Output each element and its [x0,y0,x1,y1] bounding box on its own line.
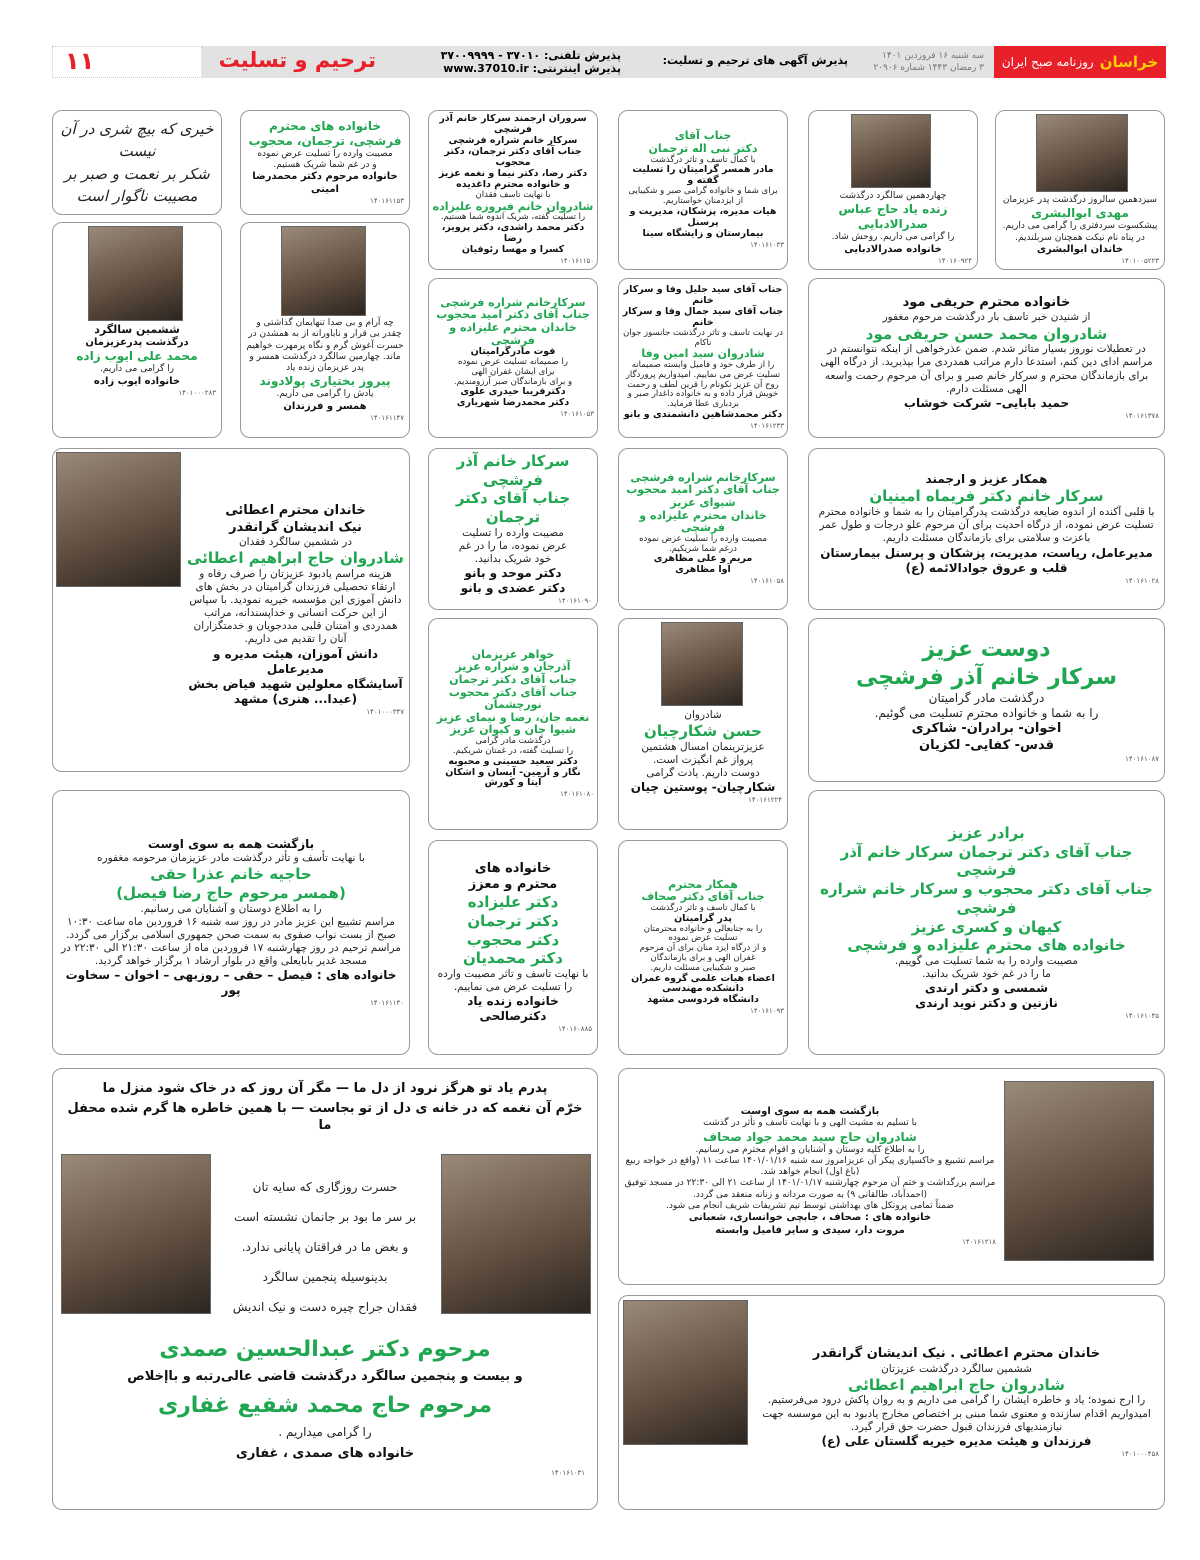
deceased-name: جناب آقای دکتر ترجمان [449,672,577,686]
deceased-name: دوست عزیز [922,637,1051,663]
condolence-notice [428,278,598,438]
date-line: سه شنبه ۱۶ فروردین ۱۴۰۱ [882,51,984,61]
deceased-name: (همسر مرحوم حاج رضا فیصل) [116,883,346,902]
signatory: مدیرعامل، ریاست، مدیریت، پزشکان و پرسنل بیمارستان قلب و عروق جوادالائمه (ع) [820,545,1153,575]
deceased-name: جناب آقای [674,129,732,143]
signatory: خانواده صدرالادبایی [844,243,942,255]
signatory: بازگشت همه به سوی اوست [147,836,315,851]
ad-code: ۱۴۰۱۶۱۰۹۰ [558,597,592,606]
notice-text: صبر و شکیبایی مسئلت داریم. [650,962,756,973]
ad-code: ۱۴۰۱۰۰۰۲۸۳ [178,389,216,397]
deceased-name: مرحوم دکتر عبدالحسین صمدی [159,1336,491,1362]
notice-text: را تسلیت گفته، در غمتان شریکیم. [452,745,574,756]
condolence-notice [52,222,222,438]
notice-text: را صمیمانه تسلیت عرض نموده [457,357,569,368]
condolence-notice [52,790,410,1055]
deceased-name: حاجیه خانم عذرا حقی [150,865,312,883]
notice-text: بر سر ما بود بر جانمان نشسته است [233,1209,417,1224]
notice-text: محترم و معزز [468,876,558,892]
notice-text: در نهایت تاسف و تاثر درگذشت جانسوز جوان ناکام [623,327,783,348]
brand-name: خراسان [1099,53,1159,71]
notice-text: مراسم بزرگداشت و ختم آن مرحوم چهارشنبه ۱۴۰۱/۰۱/۱۷ از ساعت ۲۱ الی ۲۲:۳۰ در مسجد توفیق (احمدآباد، طالقانی ۹) به صورت مردانه و زنانه منعقد می گردد. [624,1178,996,1200]
condolence-notice [618,840,788,1055]
signatory: آوا مظاهری [675,564,731,576]
notice-text: چه آرام و بی صدا تنهایمان گذاشتی و چقدر بی قرار و ناباورانه از به همشدن در حسرت آغوش گرم و نگاه پرمهرت خواهیم ماند. چهارمین سالگرد درگذشت همسر و پدر عزیزمان زنده یاد [246,318,404,373]
web-line[interactable]: پذیرش اینترنتی: www.37010.ir [443,62,621,75]
notice-text: را گرامی میداریم . [278,1425,372,1439]
ad-code: ۱۴۰۱۶۱۰۵۳ [560,410,594,419]
notice-text: را گرامی می داریم. [99,364,175,375]
notice-text: و از درگاه ایزد منان برای آن مرحوم [639,943,767,954]
notice-text: و بغض ما در فراقتان پایانی ندارد. [241,1239,409,1254]
notice-text: را به شما و خانواده محترم تسلیت می گوئیم. [874,706,1099,721]
signatory: شکارچیان- پوستین چیان [630,780,776,795]
condolence-notice [618,110,788,270]
notice-text: از شنیدن خبر تاسف بار درگذشت مرحوم مغفور [882,311,1091,324]
signatory: جناب آقای دکتر ترجمان، دکتر محجوب [444,146,582,168]
notice-text: را به اطلاع دوستان و آشنایان می رسانیم. [140,902,322,915]
notice-text: ضمناً تمامی پروتکل های بهداشتی توسط تیم تشریفات شریف انجام می شود. [666,1200,954,1211]
notice-text: درغم شما شریکیم. [669,543,737,554]
signatory: نازنین و دکتر نوید ارندی [915,996,1058,1011]
deceased-name: جناب آقای دکتر امید محجوب [626,483,780,497]
notice-text: با نهایت تأسف و تأثر درگذشت مادر عزیزمان مرحومه مغفوره [97,851,365,864]
notice-text: خانواده محترم حریفی مود [902,295,1071,311]
condolence-notice [618,278,788,438]
signatory: درگذشت پدرعزیزمان [85,336,189,348]
notice-text: ششمین سالگرد درگذشت عزیزتان [881,1362,1032,1375]
signatory: دکتر سعید حسینی و محبوبه [448,755,578,767]
notice-text: مراسم تشییع این عزیز مادر در روز سه شنبه ۱۶ فروردین ماه ساعت ۱۰:۳۰ صبح از بست نواب صفوی به سمت صحن جمهوری اسلامی برگزار می گردد. [66,915,396,941]
condolence-notice [618,1068,1165,1285]
ad-code: ۱۴۰۱۶۱۰۸۷ [1125,754,1159,763]
condolence-notice [618,618,788,830]
notice-text: پرواز غم انگیزت است. [652,754,754,766]
ad-code: ۱۴۰۱۶۱۰۴۳ [750,240,784,249]
ad-code: ۱۴۰۱۶۱۲۲۴ [748,796,782,805]
signatory: دکترفریبا حیدری علوی [460,386,566,398]
condolence-notice [52,1068,598,1510]
condolence-notice [808,790,1165,1055]
condolence-notice [240,110,410,215]
signatory: قدس- کفایی- لکزیان [918,737,1055,753]
portrait-photo [61,1154,211,1314]
signatory: خانواده های صمدی ، غفاری [235,1446,415,1461]
ad-code: ۱۴۰۱۶۱۱۵۰ [560,256,594,265]
condolence-notice [808,110,978,270]
signatory: خرّم آن نغمه که در خانه ی دل از تو بجاست — با همین خاطره ها گرم شده محفل ما [67,1101,583,1133]
notice-text: مصیبت وارده را تسلیت [462,526,564,539]
notice-text: برای شما و خانواده گرامی صبر و شکیبایی [628,186,778,197]
signatory: سرکار خانم شراره فرشچی [448,135,578,147]
signatory: اخوان- برادران- شاکری [911,721,1062,737]
deceased-name: جناب آقای دکتر محجوب [448,685,578,699]
signatory: خانواده های : فیصل – حقی – روزبهی – اخوان – سخاوت پور [65,968,397,998]
deceased-name: خاندان محترم علیزاده و فرشچی [449,320,577,347]
notice-text: با کمال تاسف و تاثر درگذشت [650,903,756,913]
signatory: بازگشت همه به سوی اوست [740,1105,880,1117]
section-title: ترحیم و تسلیت [218,48,376,72]
deceased-name: شیوا جان و کیوان عزیز [450,723,576,737]
brand-subtitle: روزنامه صبح ایران [1001,55,1094,69]
notice-text: ما را در غم خود شریک بدانید. [922,968,1051,981]
notice-text: با قلبی آکنده از اندوه ضایعه درگذشت پدرگرامیتان را به شما و خانواده محترم تسلیت عرض نموده، از درگاه احدیت برای آن مرحوم علو درجات و طول عمر باعزت و سلامتی برای بازماندگان مسئلت داریم. [818,506,1155,545]
condolence-notice [428,618,598,830]
portrait-photo [1004,1081,1154,1261]
ad-code: ۱۴۰۱۶۱۰۵۸ [750,577,784,586]
portrait-photo [56,452,181,587]
deceased-name: شادروان سید امین وفا [641,347,765,361]
notice-text: مراسم ترحیم در روز چهارشنبه ۱۷ فروردین ماه از ساعت ۲۱:۳۰ الی ۲۲:۳۰ در مسجد غدیر بابایعلی واقع در بلوار ارشاد ۱ برگزار خواهد گردید. [61,941,401,967]
deceased-name: کیهان و کسری عزیز [911,917,1062,936]
portrait-photo [88,226,183,321]
deceased-name: جناب آقای دکتر ترجمان [455,489,571,527]
notice-text: چهاردهمین سالگرد درگذشت [839,191,947,201]
signatory: دانش آموزان، هیئت مدیره و مدیرعامل [212,646,379,676]
signatory: دانشکده مهندسی [662,983,744,995]
notice-text: حسرت روزگاری که سایه تان [252,1179,398,1194]
notice-text: در تعطیلات نوروز بسیار متاثر شدم. ضمن عذرخواهی از اینکه نتوانستم در مراسم ادای دین کنم، استدعا دارم مراتب همدردی مرا بپذیرید. از درگاه الهی برای بازماندگان محترم و سرکار خانم صبر و برای آن مرحوم رحمت واسعه الهی مسئلت دارم. [820,343,1153,395]
deceased-name: آذرجان و شراره عزیز [455,660,571,674]
notice-text: غفران الهی و برای بازماندگان [650,952,756,963]
portrait-photo [441,1154,591,1314]
notice-text: را تسلیت گفته، شریک اندوه شما هستیم. [440,212,586,223]
signatory: شمسی و دکتر ارندی [924,981,1049,996]
deceased-name: دکتر علیزاده [467,893,559,912]
ad-code: ۱۴۰۱۶۱۲۳۳ [750,421,784,430]
condolence-notice [995,110,1165,270]
notice-text: پیشکسوت سردفتری را گرامی می داریم. [1002,221,1158,232]
signatory: سروران ارجمند سرکار خانم آذر فرشچی [439,113,587,136]
notice-text: خیری که بیچ شری در آن نیست [60,119,214,160]
notice-text: را گرامی می داریم. روحش شاد. [831,232,955,243]
signatory: همکار عزیز و ارجمند [925,472,1048,487]
signatory: کسرا و مهسا رئوفیان [461,243,565,255]
portrait-photo [281,226,366,316]
notice-text: با کمال تاسف و تاثر درگذشت [650,154,756,165]
signatory: بیمارستان و زایشگاه سینا [642,227,764,239]
condolence-notice [52,110,222,215]
notice-text: تسلیت عرض نموده [668,933,738,944]
portrait-photo [1036,114,1128,192]
notice-text: فقدان جراح چیره دست و نیک اندیش [232,1299,418,1314]
page-header [52,46,1166,78]
notice-text: با نهایت تاسف فقدان [475,189,551,200]
ad-code: ۱۴۰۱۶۰۹۲۴ [938,257,972,265]
notice-text: خانواده های [474,860,552,876]
notice-text: ششمین سالگرد [94,323,180,336]
deceased-name: خواهر عزیزمان [471,647,555,661]
notice-text: درگذشت مادر گرامی [475,736,551,747]
portrait-photo [623,1300,748,1445]
signatory: نگار و آرمین- آیسان و اشکان [445,766,581,778]
page-number: ۱۱ [52,46,202,78]
notice-text: خاندان محترم اعطائی . نیک اندیشان گرانقدر [812,1346,1101,1362]
notice-text: نیک اندیشان گرانقدر [229,519,362,535]
condolence-notice [428,110,598,270]
ad-code: ۱۴۰۱۶۱۱۴۰ [370,999,404,1008]
deceased-name: جناب آقای دکتر صحاف [641,890,765,904]
signatory: خانواده مرحوم دکتر محمدرضا امینی [252,171,398,195]
signatory: خاندان ابوالبشری [1036,243,1124,255]
notice-text: درگذشت مادر گرامیتان [928,691,1045,706]
deceased-name: سرکار خانم آذر فرشچی [456,451,570,489]
notice-text: را از طرف خود و فامیل وابسته صمیمانه تسلیت عرض می نماییم. امیدواریم پروردگار روح آن عزیز نکونام را قرین لطف و رحمت خویش قرار داده و به خانواده داغدار صبر و بردباری عطا فرماید. [625,360,781,410]
condolence-notice [428,448,598,610]
signatory: پدرم یاد تو هرگز نرود از دل ما — مگر آن روز که در خاک شود منزل ما [102,1081,548,1096]
deceased-name: جناب آقای دکتر ترجمان سرکار خانم آذر فرشچی [840,842,1133,880]
deceased-name: دکتر محمدیان [463,949,563,968]
ad-contact [396,49,621,75]
notice-text: عزیزترینمان امسال هشتمین [641,740,765,753]
deceased-name: سرکار خانم دکتر فریماه امینیان [869,487,1104,506]
newspaper-logo [994,46,1166,78]
condolence-notice [52,448,410,772]
notice-text: دوست داریم. یادت گرامی [646,767,760,780]
notice-text: و برای بازماندگان صبر آرزومندیم. [453,376,573,387]
deceased-name: جناب آقای دکتر محجوب و سرکار خانم شراره فرشچی [820,880,1153,917]
notice-text: را به جنابعالی و خانواده محترمتان [643,923,763,934]
notice-text: را ارج نموده؛ یاد و خاطره ایشان را گرامی می داریم و به روان پاکش درود می‌فرستیم. [767,1394,1146,1407]
ad-reception-label: پذیرش آگهی های ترحیم و تسلیت: [662,54,848,67]
deceased-name: شیوای عزیز [670,495,736,509]
deceased-name: شادروان خانم فیروزه علیزاده [432,199,594,213]
ad-code: ۱۴۰۱۶۱۲۱۸ [962,1238,996,1247]
notice-text: در پناه نام نیکت همچنان سربلندیم. [1015,232,1145,243]
signatory: مادر همسر گرامیتان را تسلیت گفته و [632,164,774,187]
signatory: حمید بابایی– شرکت خوشاب [903,395,1070,410]
deceased-name: فرشچی، ترجمان، محجوب [248,133,402,148]
ad-code: ۱۴۰۱۰۰۵۲۲۳ [1121,257,1159,266]
signatory: خانواده ایوب زاده [93,375,181,387]
condolence-notice [808,448,1165,610]
ad-code: ۱۴۰۱۶۱۰۲۸ [1125,576,1159,585]
signatory: مریم و علی مظاهری [653,553,753,565]
deceased-name: برادر عزیز [948,823,1025,842]
notice-text: و در غم شما شریک هستیم. [273,160,377,170]
notice-text: با تسلیم به مشیت الهی و با نهایت تأسف و تأثر در گذشت [703,1118,917,1129]
notice-text: مصیبت وارده را به شما تسلیت می گوییم. [894,955,1079,967]
deceased-name: شادروان حاج سید محمد جواد صحاف [703,1129,917,1144]
signatory: دکتر محمدرضا شهریاری [456,397,570,409]
condolence-notice [428,840,598,1055]
deceased-name: دکتر محجوب [466,930,560,949]
signatory: دکتر عضدی و بانو [460,581,566,596]
deceased-name: نورچشمان [484,698,542,712]
deceased-name: همکار محترم [668,877,738,891]
signatory: فرزندان و هیئت مدیره خیریه گلستان علی (ع) [821,1433,1092,1448]
signatory: دکتر محمد راشدی، دکتر پرویز، رضا [441,221,585,244]
signatory: خانواده زنده یاد دکترصالحی [467,994,559,1024]
notice-text: برای ایشان غفران الهی [471,366,555,377]
deceased-name: زنده یاد حاج عباس صدرالادبایی [838,202,948,232]
signatory: فوت مادرگرامیتان [470,346,556,358]
ad-code: ۱۴۰۱۰۰۰۴۵۸ [1121,1449,1159,1458]
signatory: دانشگاه فردوسی مشهد [647,994,759,1006]
portrait-photo [661,622,743,706]
condolence-notice [808,278,1165,438]
signatory: آیتا و کورش [484,777,542,789]
signatory: آسایشگاه معلولین شهید فیاض بخش (عبدا... هنری) مشهد [188,676,403,706]
notice-text: عرض نموده، ما را در غم [458,539,568,552]
deceased-name: حسن شکارچیان [644,722,762,741]
condolence-notice [808,618,1165,782]
signatory: مروت دار، سیدی و سایر فامیل وابسته [715,1224,905,1236]
notice-text: یادش را گرامی می داریم. [276,389,374,400]
deceased-name: دکتر ترجمان [467,911,559,930]
portrait-photo [851,114,931,188]
date-line: ۳ رمضان ۱۴۴۳ شماره ۲۰۹۰۶ [873,63,984,73]
deceased-name: جناب آقای دکتر امید محجوب [436,308,590,322]
deceased-name: خانواده های محترم [269,118,381,133]
deceased-name: خانواده های محترم علیزاده و فرشچی [847,936,1126,955]
signatory: دکتر رضا، دکتر نیما و نغمه عزیز [438,167,588,179]
issue-date [859,50,984,74]
deceased-name: شادروان حاج ابراهیم اعطائی [187,549,404,568]
notice-text: از ایزدمنان خواستاریم. [662,196,744,207]
notice-text: را تسلیت عرض می نماییم. [453,981,573,994]
phone-line: پذیرش تلفنی: ۳۷۰۱۰ - ۳۷۰۰۹۹۹۹ [440,49,621,62]
ad-code: ۱۴۰۱۶۰۸۸۵ [558,1025,592,1034]
notice-text: خود شریک بدانید. [474,553,552,566]
deceased-name: دکتر نبی اله ترجمان [648,142,758,156]
deceased-name: سرکارخانم شراره فرشچی [440,295,586,309]
deceased-name: پیروز بختیاری پولادوند [259,374,391,389]
notice-text: خاندان محترم اعطائی [225,503,366,519]
notice-text: با نهایت تاسف و تاثر مصیبت وارده [437,968,589,981]
ad-code: ۱۴۰۱۶۱۱۴۷ [370,414,404,422]
notice-text: شادروان [684,709,722,721]
notice-text: بدینوسیله پنجمین سالگرد [262,1269,388,1284]
deceased-name: شادروان محمد حسن حریفی مود [865,324,1108,343]
notice-text: شکر بر نعمت و صبر بر مصیبت ناگوار است [64,164,210,205]
deceased-name: خاندان محترم علیزاده و فرشچی [639,508,767,535]
notice-text: امیدواریم اقدام سازنده و معنوی شما مبنی بر اختصاص مخارج یادبود به این موسسه جهت نیازمندیهای فرزندان قبول حضرت حق قرار گیرد. [762,1407,1151,1433]
notice-text: سیزدهمین سالروز درگذشت پدر عزیزمان [1002,195,1158,205]
notice-text: هزینه مراسم یادبود عزیزتان را صرف رفاه و ارتقاء تحصیلی فرزندان گرامیتان در بخش های دانش آموزی این مؤسسه خیریه نمودید. با سپاس از این حرکت انسانی و خداپسندانه، مراتب همدردی و امتنان قلبی مددجویان و خدمتگزاران آنان را تقدیم می داریم. [189,567,402,646]
ad-code: ۱۴۰۱۶۱۰۴۵ [1125,1012,1159,1021]
ad-code: ۱۴۰۱۶۱۰۹۳ [750,1007,784,1016]
ad-code: ۱۴۰۱۶۱۰۳۱ [551,1469,585,1478]
condolence-notice [618,448,788,610]
ad-code: ۱۴۰۱۶۱۰۸۰ [560,790,594,799]
deceased-name: محمد علی ایوب زاده [76,349,198,364]
signatory: همسر و فرزندان [283,400,367,412]
notice-text: را به اطلاع کلیه دوستان و آشنایان و اقوام محترم می رسانیم. [695,1144,925,1155]
ad-code: ۱۴۰۱۰۰۰۳۴۷ [366,707,404,716]
deceased-name: سرکارخانم شراره فرشچی [630,470,776,484]
notice-text: مصیبت وارده را تسلیت عرض نموده [257,148,393,159]
deceased-name: شادروان حاج ابراهیم اعطائی [848,1375,1065,1394]
signatory: پدر گرامیتان [674,912,732,924]
notice-text: مراسم تشییع و خاکسپاری پیکر آن عزیزامروز سه شنبه ۱۴۰۱/۰۱/۱۶ ساعت ۱۱ (واقع در خواجه ربیع (باغ اول) انجام خواهد شد. [625,1155,995,1178]
deceased-name: سرکار خانم آذر فرشچی [856,664,1117,690]
ad-code: ۱۴۰۱۶۱۳۷۸ [1125,411,1159,420]
condolence-notice [240,222,410,438]
notice-text: در ششمین سالگرد فقدان [238,535,353,548]
signatory: و بیست و پنجمین سالگرد درگذشت قاضی عالی‌رتبه و باإخلاص [127,1369,523,1385]
signatory: جناب آقای سید جلیل وفا و سرکار خانم [623,284,783,307]
signatory: و خانواده محترم داغدیده [456,178,570,190]
ad-code: ۱۴۰۱۶۱۱۵۳ [370,197,404,206]
deceased-name: نغمه جان، رضا و نیمای عزیز [436,710,590,724]
signatory: دکتر محمدشاهین دانشمندی و بانو [623,408,783,420]
deceased-name: مرحوم حاج محمد شفیع غفاری [157,1392,493,1418]
signatory: جناب آقای سید جمال وفا و سرکار خانم [622,306,784,328]
signatory: دکتر موحد و بانو [464,566,562,581]
deceased-name: مهدی ابوالبشری [1031,206,1129,221]
signatory: اعضاء هیات علمی گروه عمران [631,972,775,984]
signatory: خانواده های : صحاف ، جابچی خوانساری، شعبانی [688,1212,932,1224]
notice-text: مصیبت وارده را تسلیت عرض نموده [639,533,767,544]
signatory: هیات مدیره، پزشکان، مدیریت و پرسنل [629,205,777,228]
condolence-notice [618,1295,1165,1510]
